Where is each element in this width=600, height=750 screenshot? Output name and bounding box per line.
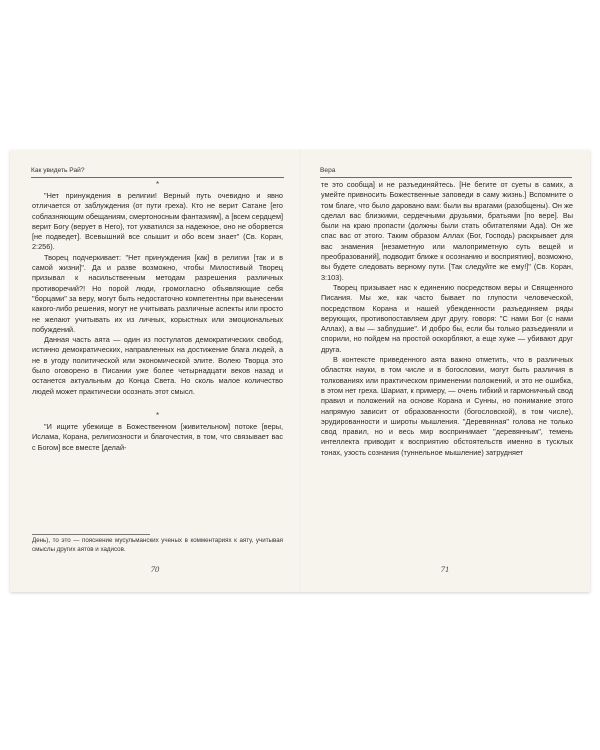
paragraph-commentary-1: Творец подчеркивает: "Нет принуждения [как] в религии [так и в самой жизни]". Да и разве возможно, чтобы Милостивый Творец призывал к насильственным методам разрешения различных противоречий?! Но порой люди, громогласно объявляющие себя "борцами" за веру, могут быть недостаточно компетентны при вынесении какого-либо решения, могут не учитывать различные аспекты или просто не желают учитывать их из личных, корыстных или эмоциональных побуждений.	[32, 252, 283, 334]
page-number-left: 70	[150, 564, 160, 574]
paragraph-verse-3-103-start: "И ищите убежище в Божественном [живительном] потоке [веры, Ислама, Корана, религиозности и благочестия, в том, что связывает вас с Богом] все вместе [делай-	[32, 421, 283, 452]
section-separator: *	[155, 180, 160, 189]
page-number-right: 71	[440, 564, 450, 574]
running-head-right: Вера	[320, 165, 572, 178]
open-book-spread	[10, 150, 590, 592]
paragraph-quote-2-256: "Нет принуждения в религии! Верный путь очевидно и явно отличается от заблуждения (от пути греха). Кто не верит Сатане [его соблазняющим обещаниям, смертоносным фантазиям], а [всем сердцем] верит Богу (верует в Него), тот ухватился за надежное, оно не оборвется [не подведет]. Всевышний все слышит и обо всем знает" (Св. Коран, 2:256).	[32, 191, 283, 252]
footnote-rule	[32, 534, 150, 535]
paragraph-commentary-2: Данная часть аята — один из постулатов демократических свобод, истинно демократических, направленных на достижение блага людей, а не в угоду политической или экономической элите. Волею Творца это было оговорено в Писании уже более четырнадцати веков назад и останется актуальным до Конца Света. Но сколь малое количество людей может практически осознать этот смысл.	[32, 335, 283, 396]
right-page-body	[321, 180, 573, 458]
footnote: День), то это — пояснение мусульманских ученых в комментариях к аяту, учитывая смыслы других аятов и хадисов.	[32, 537, 283, 553]
section-separator-2: *	[155, 410, 160, 420]
left-page-body	[32, 180, 283, 453]
running-head-left: Как увидеть Рай?	[31, 165, 284, 178]
paragraph-verse-continuation: те это сообща] и не разъединяйтесь. [Не бегите от суеты в самих, а умейте привносить Божественные заповеди в саму жизнь.] Вспомните о том благе, что было даровано вам: были вы врагами (разобщены). Он же сделал вас близкими, сердечными друзьями, братьями [по вере]. Вы были на краю пропасти (должны были стать обитателями Ада). Он же спас вас от этого. Таким образом Аллах (Бог, Господь) раскрывает для вас знамения [незаметную или малоприметную суть вещей и преобразований], подводит ближе к осознанию и восприятию], возможно, вы будете следовать верному пути. [Так следуйте же ему!]" (Св. Коран, 3:103).	[321, 180, 573, 282]
right-page	[301, 150, 590, 592]
left-page	[10, 150, 299, 592]
paragraph-unity: Творец призывает нас к единению посредством веры и Священного Писания. Мы же, как часто бывает по глупости человеческой, посредством Корана и нашей убежденности разъединяем ряды верующих, противопоставляем друг другу. говоря: "С нами Бог (с нами Аллах), а вы — заблудшие". И добро бы, если бы только разъединяли и спорили, но пойдем на простой оскорбляют, а еще хуже — убивают друг друга.	[321, 282, 573, 354]
paragraph-context: В контексте приведенного аята важно отметить, что в различных областях науки, в том числе и в богословии, могут быть различия в толкованиях или практическом применении положений, и это не ошибка, в этом нет греха. Шариат, к примеру, — очень гибкий и гармоничный свод правил и положений на основе Корана и Сунны, но понимание этого напрямую зависит от образованности (богословской), в том числе), эрудированности и широты мышления. "Деревянная" голова не только свод правил, но и весь мир воспринимает "деревянным", темень интеллекта приводит к восприятию обстоятельств именно в тусклых тонах, узость сознания (туннельное мышление) затрудняет	[321, 355, 573, 457]
